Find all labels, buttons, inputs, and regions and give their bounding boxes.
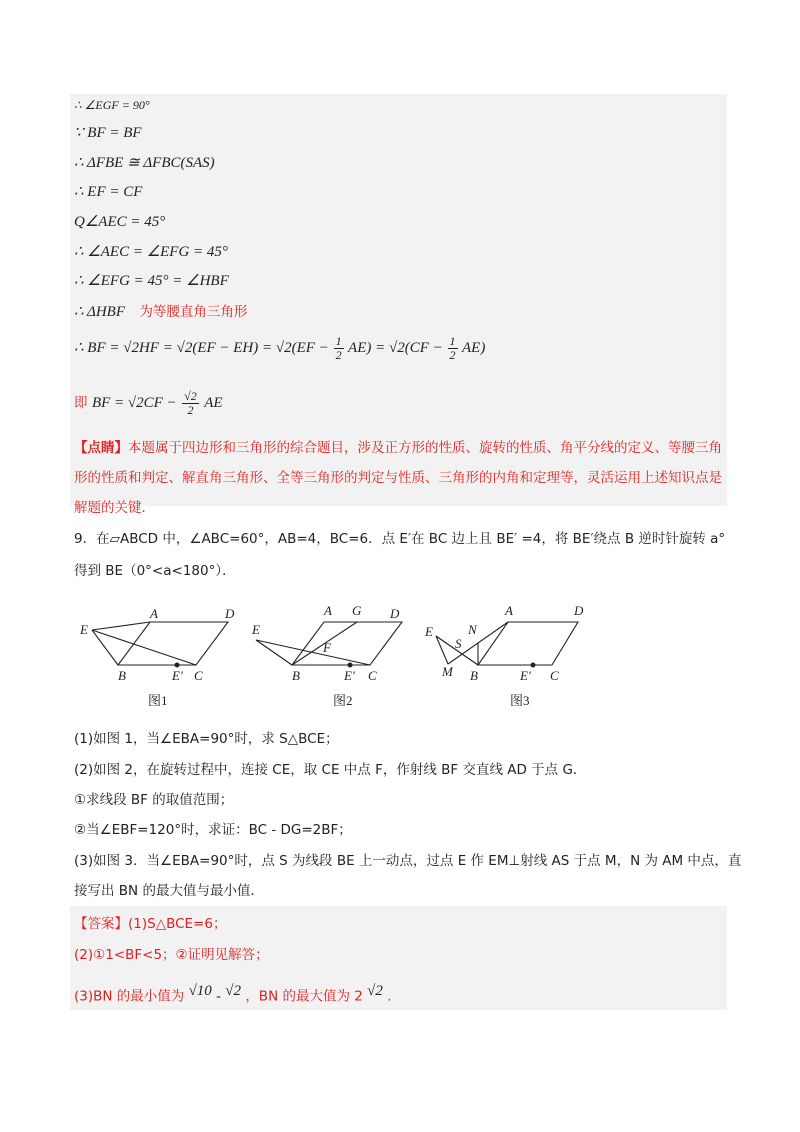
question-part-3-b: 接写出 BN 的最大值与最小值．	[74, 883, 264, 899]
fraction-half-2	[448, 335, 458, 362]
label-eprime-2: E′	[344, 668, 355, 683]
fraction-den: 2	[335, 348, 342, 363]
label-c-3: C	[550, 668, 559, 683]
answer-end: .	[387, 988, 392, 1005]
label-d-2: D	[390, 606, 400, 621]
label-e-1: E	[80, 622, 88, 637]
label-b-1: B	[118, 668, 126, 683]
fraction-den: 2	[187, 402, 194, 417]
point-e-prime-1	[175, 663, 179, 667]
solution-line-8	[74, 303, 247, 321]
label-d-3: D	[574, 603, 584, 618]
comment-label: 【点睛】	[74, 440, 128, 456]
solution-line-9	[74, 333, 485, 363]
figure-1	[92, 622, 228, 667]
fraction-num: √2	[184, 388, 197, 403]
label-f-2: F	[323, 640, 331, 655]
label-eprime-1: E′	[172, 668, 183, 683]
solution-line-4: ∴ EF = CF	[74, 184, 143, 200]
solution-line-9-b: AE) = √2(CF −	[348, 340, 443, 356]
segment-ea-1	[92, 622, 150, 630]
label-g-2: G	[352, 603, 362, 618]
label-a-3: A	[505, 603, 513, 618]
solution-line-10	[74, 388, 223, 418]
answer-line-3-a: (3)BN 的最小值为	[74, 988, 185, 1005]
solution-line-7: ∴ ∠EFG = 45° = ∠HBF	[74, 273, 229, 289]
solution-line-6: ∴ ∠AEC = ∠EFG = 45°	[74, 244, 228, 260]
answer-line-3-b: ，BN 的最大值为 2	[245, 988, 363, 1005]
label-a-1: A	[150, 606, 158, 621]
label-eprime-3: E′	[520, 668, 531, 683]
fraction-num: 1	[335, 334, 342, 349]
point-e-prime-2	[348, 663, 352, 667]
label-b-2: B	[292, 668, 300, 683]
label-n-3: N	[468, 622, 477, 637]
parallelogram-abcd-3	[478, 622, 578, 665]
answer-root-2-a: √2	[225, 983, 242, 999]
question-line-2: 得到 BE（0°<a<180°）．	[74, 563, 236, 579]
figure-2-caption: 图2	[333, 693, 353, 708]
figure-1-caption: 图1	[148, 693, 168, 708]
answer-line-3	[74, 976, 734, 1012]
solution-line-9-a: ∴ BF = √2HF = √2(EF − EH) = √2(EF −	[74, 340, 329, 356]
solution-line-1: ∴ ∠EGF = 90°	[74, 98, 150, 112]
answer-line-2: (2)①1<BF<5；②证明见解答；	[74, 947, 269, 963]
label-c-2: C	[368, 668, 377, 683]
answer-root-10: √10	[188, 983, 212, 999]
label-s-3: S	[455, 636, 462, 651]
solution-line-2: ∵ BF = BF	[74, 125, 142, 141]
segment-eb-1	[92, 630, 118, 665]
comment-paragraph	[74, 433, 726, 523]
fraction-num: 1	[449, 334, 456, 349]
solution-line-3: ∴ ΔFBE ≅ ΔFBC(SAS)	[74, 155, 215, 171]
question-part-2-2: ②当∠EBF=120°时，求证：BC - DG=2BF；	[74, 822, 352, 838]
label-m-3: M	[442, 664, 453, 679]
figure-3-caption: 图3	[510, 693, 530, 708]
segment-ec-1	[92, 630, 196, 665]
label-a-2: A	[324, 603, 332, 618]
fraction-root2-over-2	[182, 390, 199, 417]
solution-line-5: Q∠AEC = 45°	[74, 214, 166, 230]
solution-line-8-text: 为等腰直角三角形	[139, 304, 248, 320]
comment-text: 本题属于四边形和三角形的综合题目，涉及正方形的性质、旋转的性质、角平分线的定义、等腰三角形的性质和判定、解直角三角形、全等三角形的判定与性质、三角形的内角和定理等，灵活运用上述知识点是解题的关键．	[74, 440, 722, 516]
solution-line-9-c: AE)	[462, 340, 486, 356]
fraction-den: 2	[449, 348, 456, 363]
question-part-1: (1)如图 1，当∠EBA=90°时，求 S△BCE；	[74, 731, 339, 747]
solution-line-10-tail: AE	[204, 395, 223, 411]
solution-line-8-math: ∴ ΔHBF	[74, 304, 125, 320]
fraction-half-1	[334, 335, 344, 362]
answer-root-2-b: √2	[367, 983, 383, 999]
label-c-1: C	[194, 668, 203, 683]
point-e-prime-3	[531, 663, 535, 667]
label-d-1: D	[225, 606, 235, 621]
solution-line-10-prefix: 即	[74, 395, 88, 411]
question-part-2: (2)如图 2，在旋转过程中，连接 CE，取 CE 中点 F，作射线 BF 交直线 AD 于点 G．	[74, 762, 587, 778]
answer-line-1: 【答案】(1)S△BCE=6；	[74, 916, 227, 932]
question-part-2-1: ①求线段 BF 的取值范围；	[74, 792, 234, 808]
label-b-3: B	[470, 668, 478, 683]
parallelogram-abcd-1	[118, 622, 228, 665]
solution-line-10-math: BF = √2CF −	[91, 395, 177, 411]
label-e-2: E	[252, 622, 260, 637]
answer-minus: -	[216, 988, 221, 1005]
question-part-3-a: (3)如图 3．当∠EBA=90°时，点 S 为线段 BE 上一动点，过点 E 作 EM⊥射线 AS 于点 M，N 为 AM 中点，直	[74, 853, 742, 869]
geometry-figures	[0, 600, 800, 710]
label-e-3: E	[425, 624, 433, 639]
question-line-1: 9．在▱ABCD 中，∠ABC=60°，AB=4，BC=6．点 E′在 BC 边上且 BE′ =4，将 BE′绕点 B 逆时针旋转 a°	[74, 531, 726, 547]
